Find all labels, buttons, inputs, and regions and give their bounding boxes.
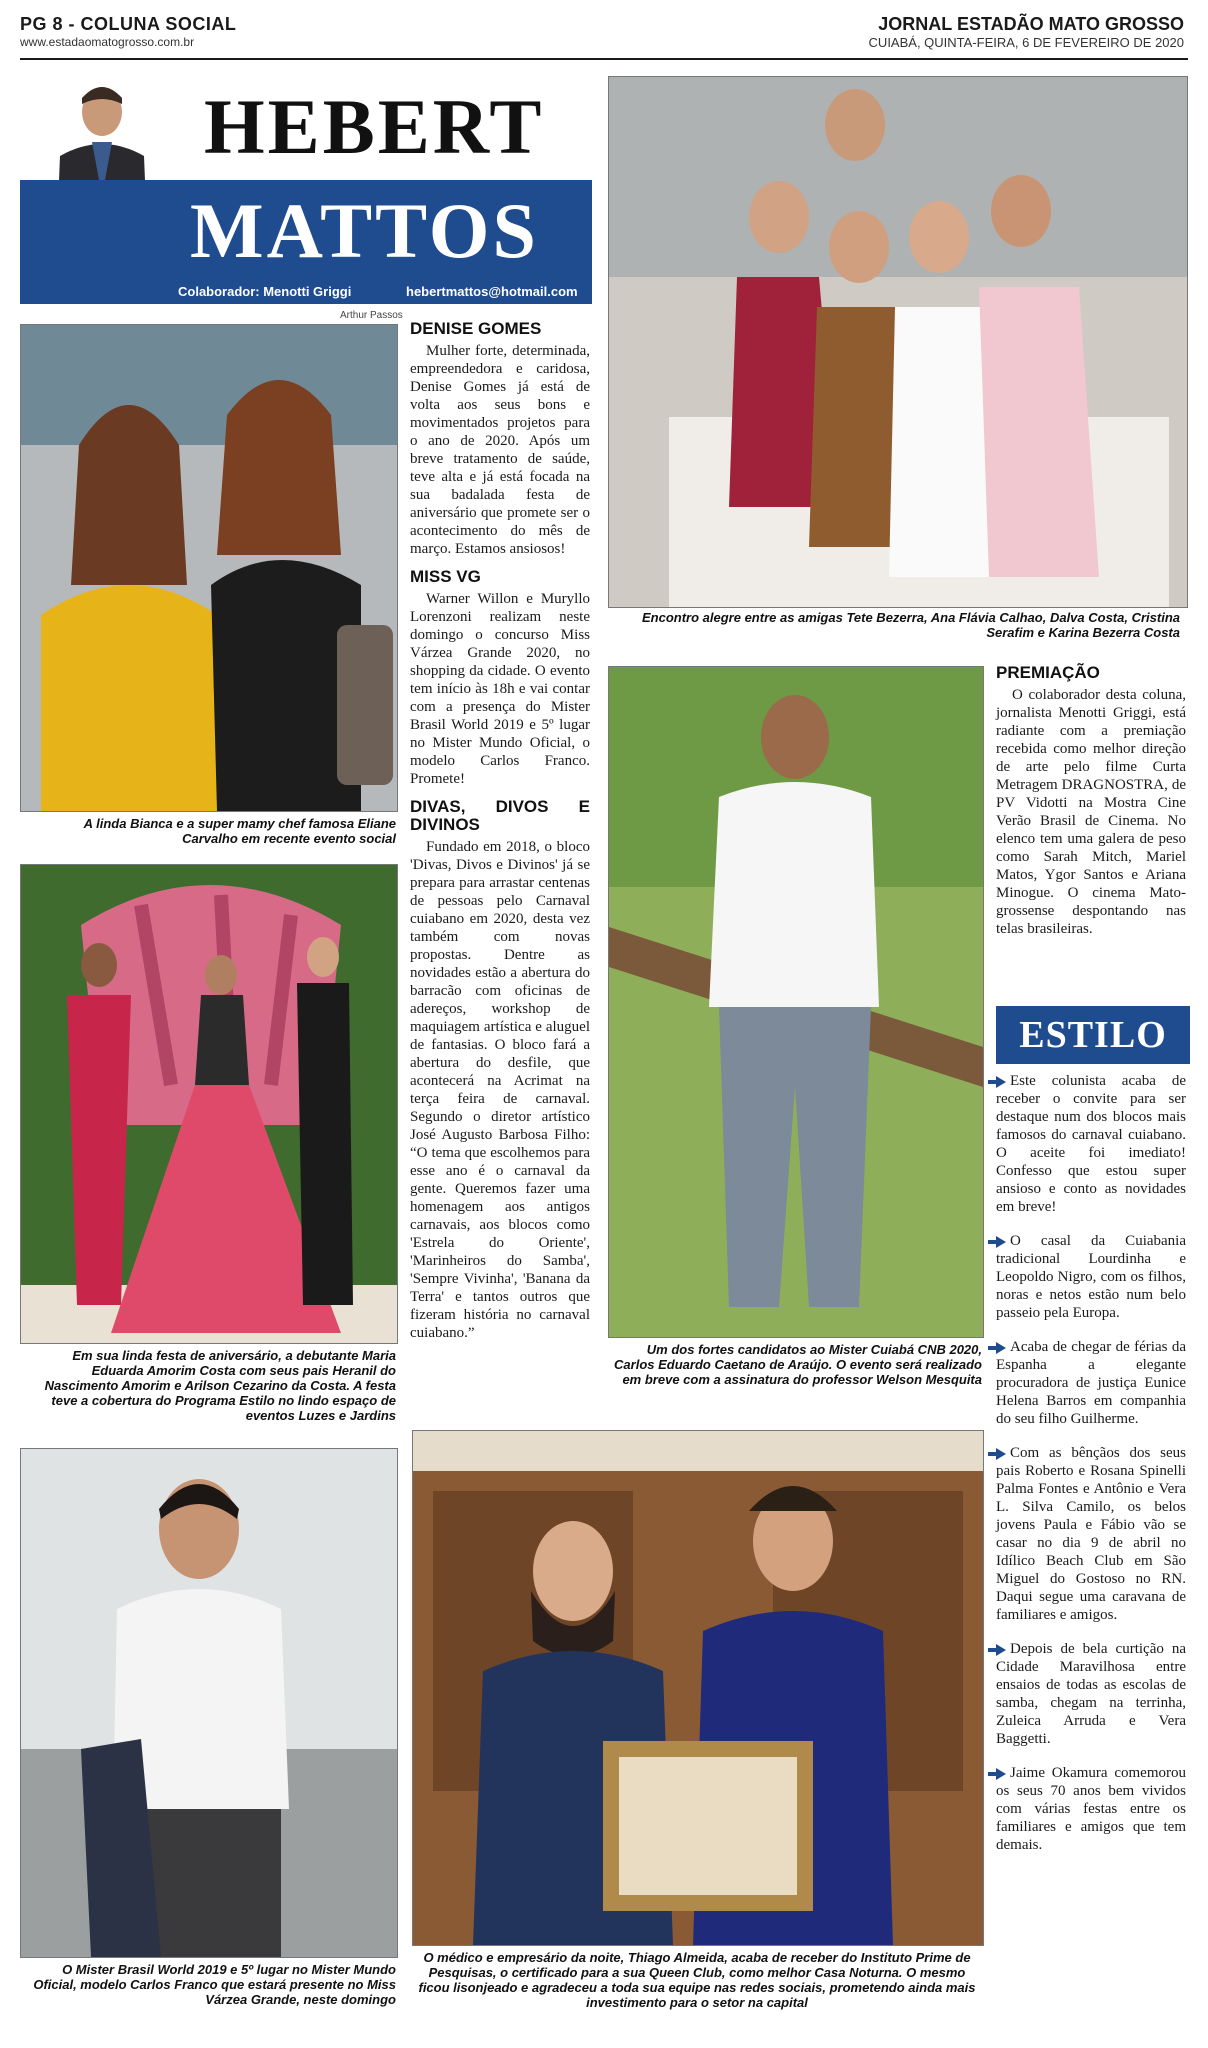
article-title-premiacao: PREMIAÇÃO	[996, 663, 1100, 682]
website-url: www.estadaomatogrosso.com.br	[20, 35, 195, 49]
article-column-middle	[410, 320, 590, 1350]
arrow-right-icon	[996, 1768, 1006, 1780]
arrow-right-icon	[996, 1644, 1006, 1656]
contributor-credit: Colaborador: Menotti Griggi	[178, 284, 352, 299]
page-section-label: PG 8 - COLUNA SOCIAL	[20, 14, 237, 34]
caption-debutante: Em sua linda festa de aniversário, a debutante Maria Eduarda Amorim Costa com seus pais Heranil do Nascimento Amorim e Arilson Cezarino da Costa. A festa teve a cobertura do Programa Estilo no lindo espaço de eventos Luzes e Jardins	[44, 1348, 396, 1423]
photo-mister-cuiaba	[608, 666, 984, 1338]
photo-debutante	[20, 864, 398, 1344]
estilo-item: Jaime Okamura comemorou os seus 70 anos bem vividos com várias festas entre os familiares e amigos que tem demais.	[996, 1765, 1186, 1853]
article-title-denise: DENISE GOMES	[410, 319, 542, 338]
estilo-item: O casal da Cuiabania tradicional Lourdinha e Leopoldo Nigro, com os filhos, noras e netos estão num belo passeio pela Europa.	[996, 1233, 1186, 1321]
masthead-name-top: HEBERT	[204, 83, 545, 170]
photo-bianca-eliane	[20, 324, 398, 812]
estilo-item: Acaba de chegar de férias da Espanha a elegante procuradora de justiça Eunice Helena Barros em companhia do seu filho Guilherme.	[996, 1339, 1186, 1427]
dateline: CUIABÁ, QUINTA-FEIRA, 6 DE FEVEREIRO DE 2020	[868, 35, 1184, 50]
photo-amigas-image	[609, 77, 1187, 607]
arrow-right-icon	[996, 1076, 1006, 1088]
arrow-right-icon	[996, 1342, 1006, 1354]
newspaper-name: JORNAL ESTADÃO MATO GROSSO	[878, 14, 1184, 34]
article-body-missvg: Warner Willon e Muryllo Lorenzoni realizam neste domingo o concurso Miss Várzea Grande 2020, no shopping da cidade. O evento tem início às 18h e vai contar com a presença do Mister Brasil World 2019 e 5º lugar no Mister Mundo Oficial, o modelo Carlos Franco. Promete!	[410, 591, 590, 787]
photo-thiago-almeida	[412, 1430, 984, 1946]
page-header-right	[869, 14, 1184, 50]
estilo-item: Com as bênçãos dos seus pais Roberto e Rosana Spinelli Palma Fontes e Antônio e Vera L. Silva Camilo, os belos jovens Paula e Fábio vão se casar no dia 9 de abril no Idílico Beach Club em São Miguel do Gostoso no RN. Daqui segue uma caravana de familiares e amigos.	[996, 1445, 1186, 1623]
photo-credit: Arthur Passos	[340, 310, 403, 321]
estilo-heading-box	[996, 1006, 1190, 1064]
photo-debutante-image	[21, 865, 397, 1343]
estilo-item: Este colunista acaba de receber o convite para ser destaque num dos blocos mais famosos do carnaval cuiabano. O aceite foi imediato! Confesso que estou super ansioso e conto as novidades em breve!	[996, 1073, 1186, 1215]
caption-amigas: Encontro alegre entre as amigas Tete Bezerra, Ana Flávia Calhao, Dalva Costa, Cristina Serafim e Karina Bezerra Costa	[641, 610, 1180, 640]
article-body-denise: Mulher forte, determinada, empreendedora e caridosa, Denise Gomes já está de volta aos seus bons e movimentados projetos para o ano de 2020. Após um breve tratamento de saúde, teve alta e já está focada na sua badalada festa de aniversário que promete ser o acontecimento do mês de março. Estamos ansiosos!	[410, 343, 590, 557]
arrow-right-icon	[996, 1236, 1006, 1248]
caption-thiago-almeida: O médico e empresário da noite, Thiago Almeida, acaba de receber do Instituto Prime de Pesquisas, o certificado para a sua Queen Club, como melhor Casa Noturna. O mesmo ficou lisonjeado e agradeceu a toda sua equipe nas redes sociais, prometendo ainda mais investimento para o setor na capital	[418, 1950, 976, 2010]
photo-amigas	[608, 76, 1188, 608]
article-title-divas: DIVAS, DIVOS E DIVINOS	[410, 797, 590, 834]
photo-thiago-almeida-image	[413, 1431, 983, 1945]
masthead-name-bottom: MATTOS	[190, 187, 539, 274]
columnist-email: hebertmattos@hotmail.com	[406, 284, 578, 299]
article-column-right	[996, 664, 1186, 946]
estilo-item: Depois de bela curtição na Cidade Maravilhosa entre ensaios de todas as escolas de samba, chegam na terrinha, Zuleica Arruda e Vera Baggetti.	[996, 1641, 1186, 1747]
article-body-divas: Fundado em 2018, o bloco 'Divas, Divos e Divinos' já se prepara para arrastar centenas de pessoas pelo Carnaval cuiabano em 2020, desta vez também com novas propostas. Dentre as novidades estão a abertura do barracão com oficinas de adereços, workshop de maquiagem artística e aluguel de fantasias. O bloco fará a abertura do desfile, que acontecerá na Acrimat na terça feira de carnaval. Segundo o diretor artístico José Augusto Barbosa Filho: “O tema que escolhemos para esse ano é o carnaval da gente. Queremos fazer uma homenagem aos antigos carnavais, aos blocos como 'Estrela do Oriente', 'Marinheiros do Samba', 'Sempre Vivinha', 'Banana da Terra' e tantos outros que fizeram história no carnaval cuiabano.”	[410, 839, 590, 1341]
photo-carlos-franco	[20, 1448, 398, 1958]
photo-carlos-franco-image	[21, 1449, 397, 1957]
estilo-heading: ESTILO	[1019, 1014, 1167, 1056]
caption-mister-cuiaba: Um dos fortes candidatos ao Mister Cuiabá CNB 2020, Carlos Eduardo Caetano de Araújo. O evento será realizado em breve com a assinatura do professor Welson Mesquita	[614, 1342, 982, 1387]
article-title-missvg: MISS VG	[410, 567, 481, 586]
page-header-left	[20, 14, 236, 49]
header-rule	[20, 58, 1188, 60]
columnist-masthead	[20, 76, 592, 304]
arrow-right-icon	[996, 1448, 1006, 1460]
article-body-premiacao: O colaborador desta coluna, jornalista Menotti Griggi, está radiante com a premiação recebida como melhor direção de arte pelo filme Curta Metragem DRAGNOSTRA, de PV Vidotti na Mostra Cine Verão Brasil de Cinema. No elenco tem uma galera de peso como Sarah Mitch, Mariel Matos, Ygor Santos e Ariana Minogue. O cinema Mato-grossense despontando nas telas brasileiras.	[996, 687, 1186, 937]
caption-bianca-eliane: A linda Bianca e a super mamy chef famosa Eliane Carvalho em recente evento social	[83, 816, 396, 846]
caption-carlos-franco: O Mister Brasil World 2019 e 5º lugar no Mister Mundo Oficial, modelo Carlos Franco que estará presente no Miss Várzea Grande, neste domingo	[33, 1962, 396, 2007]
photo-bianca-eliane-image	[21, 325, 397, 811]
photo-mister-cuiaba-image	[609, 667, 983, 1337]
estilo-list	[996, 1072, 1186, 1870]
